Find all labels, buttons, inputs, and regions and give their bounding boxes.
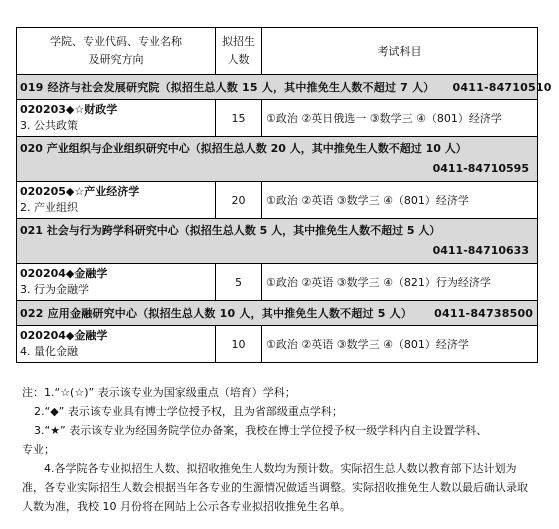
- major-direction: 3. 公共政策: [20, 119, 78, 132]
- note-1: 注：1.“☆(☆)” 表示该专业为国家级重点（培育）学科；: [22, 386, 296, 399]
- note-4: 4.各学院各专业拟招生人数、拟招收推免生人数均为预计数。实际招生总人数以教育部下达计划为准，各专业实际招生人数会根据当年各专业的生源情况做适当调整。实际招收推免生人数以最后确认录取人数为准，我校 10 月份将在网站上公示各专业拟招收推免生名单。: [22, 462, 528, 513]
- major-code: 020203◆☆财政学: [20, 103, 118, 116]
- exam-cell: ①政治 ②英日俄选一 ③数学三 ④（801）经济学: [262, 100, 538, 137]
- quota-cell: 10: [216, 326, 262, 363]
- quota-cell: 5: [216, 264, 262, 301]
- major-cell: [17, 182, 216, 219]
- quota-cell: 20: [216, 182, 262, 219]
- institute-row: [17, 301, 538, 326]
- institute-cell: [17, 219, 538, 264]
- exam-cell: ①政治 ②英语 ③数学三 ④（821）行为经济学: [262, 264, 538, 301]
- quota-cell: 15: [216, 100, 262, 137]
- institute-cell: [17, 75, 552, 100]
- major-cell: [17, 264, 216, 301]
- major-code: 020205◆☆产业经济学: [20, 185, 140, 198]
- note-3-continued: 专业；: [22, 443, 55, 456]
- institute-cell: [17, 137, 538, 182]
- major-code: 020204◆金融学: [20, 267, 108, 280]
- institute-phone: 0411-84738500: [434, 307, 534, 320]
- institute-phone: 0411-84710633: [432, 244, 529, 257]
- major-direction: 3. 行为金融学: [20, 283, 89, 296]
- major-direction: 2. 产业组织: [20, 201, 78, 214]
- admissions-table: [16, 27, 552, 363]
- header-major-line1: 学院、专业代码、专业名称: [50, 35, 182, 48]
- header-quota-line2: 人数: [227, 53, 250, 66]
- major-cell: [17, 100, 216, 137]
- institute-name: 019 经济与社会发展研究院（拟招生总人数 15 人，其中推免生人数不超过 7 人）: [20, 81, 435, 94]
- institute-name: 021 社会与行为跨学科研究中心（拟招生总人数 5 人，其中推免生人数不超过 5 人）: [20, 224, 441, 237]
- institute-name: 022 应用金融研究中心（拟招生总人数 10 人，其中推免生人数不超过 5 人）: [20, 307, 413, 320]
- header-major: [17, 28, 216, 75]
- major-cell: [17, 326, 216, 363]
- header-major-line2: 及研究方向: [88, 53, 144, 66]
- major-code: 020204◆金融学: [20, 329, 108, 342]
- major-row: [17, 264, 538, 301]
- institute-row: [17, 137, 538, 182]
- header-quota-line1: 拟招生: [222, 35, 255, 48]
- major-direction: 4. 量化金融: [20, 345, 78, 358]
- exam-cell: ①政治 ②英语 ③数学三 ④（801）经济学: [262, 182, 538, 219]
- header-quota: [216, 28, 262, 75]
- note-3: 3.“★” 表示该专业为经国务院学位办备案，我校在博士学位授予权一级学科内自主设置学科、: [34, 424, 488, 437]
- institute-row: [17, 75, 538, 100]
- institute-name: 020 产业组织与企业组织研究中心（拟招生总人数 20 人，其中推免生人数不超过 10 人）: [20, 142, 467, 155]
- institute-cell: [17, 301, 538, 326]
- header-exam: 考试科目: [262, 28, 538, 75]
- footnotes: [22, 383, 536, 516]
- exam-cell: ①政治 ②英语 ③数学三 ④（801）经济学: [262, 326, 538, 363]
- table-header-row: [17, 28, 538, 75]
- institute-row: [17, 219, 538, 264]
- major-row: [17, 326, 538, 363]
- institute-phone: 0411-84710595: [432, 162, 529, 175]
- major-row: [17, 100, 538, 137]
- major-row: [17, 182, 538, 219]
- note-2: 2.“◆” 表示该专业具有博士学位授予权，且为省部级重点学科；: [34, 405, 343, 418]
- institute-phone: 0411-84710510: [452, 81, 552, 94]
